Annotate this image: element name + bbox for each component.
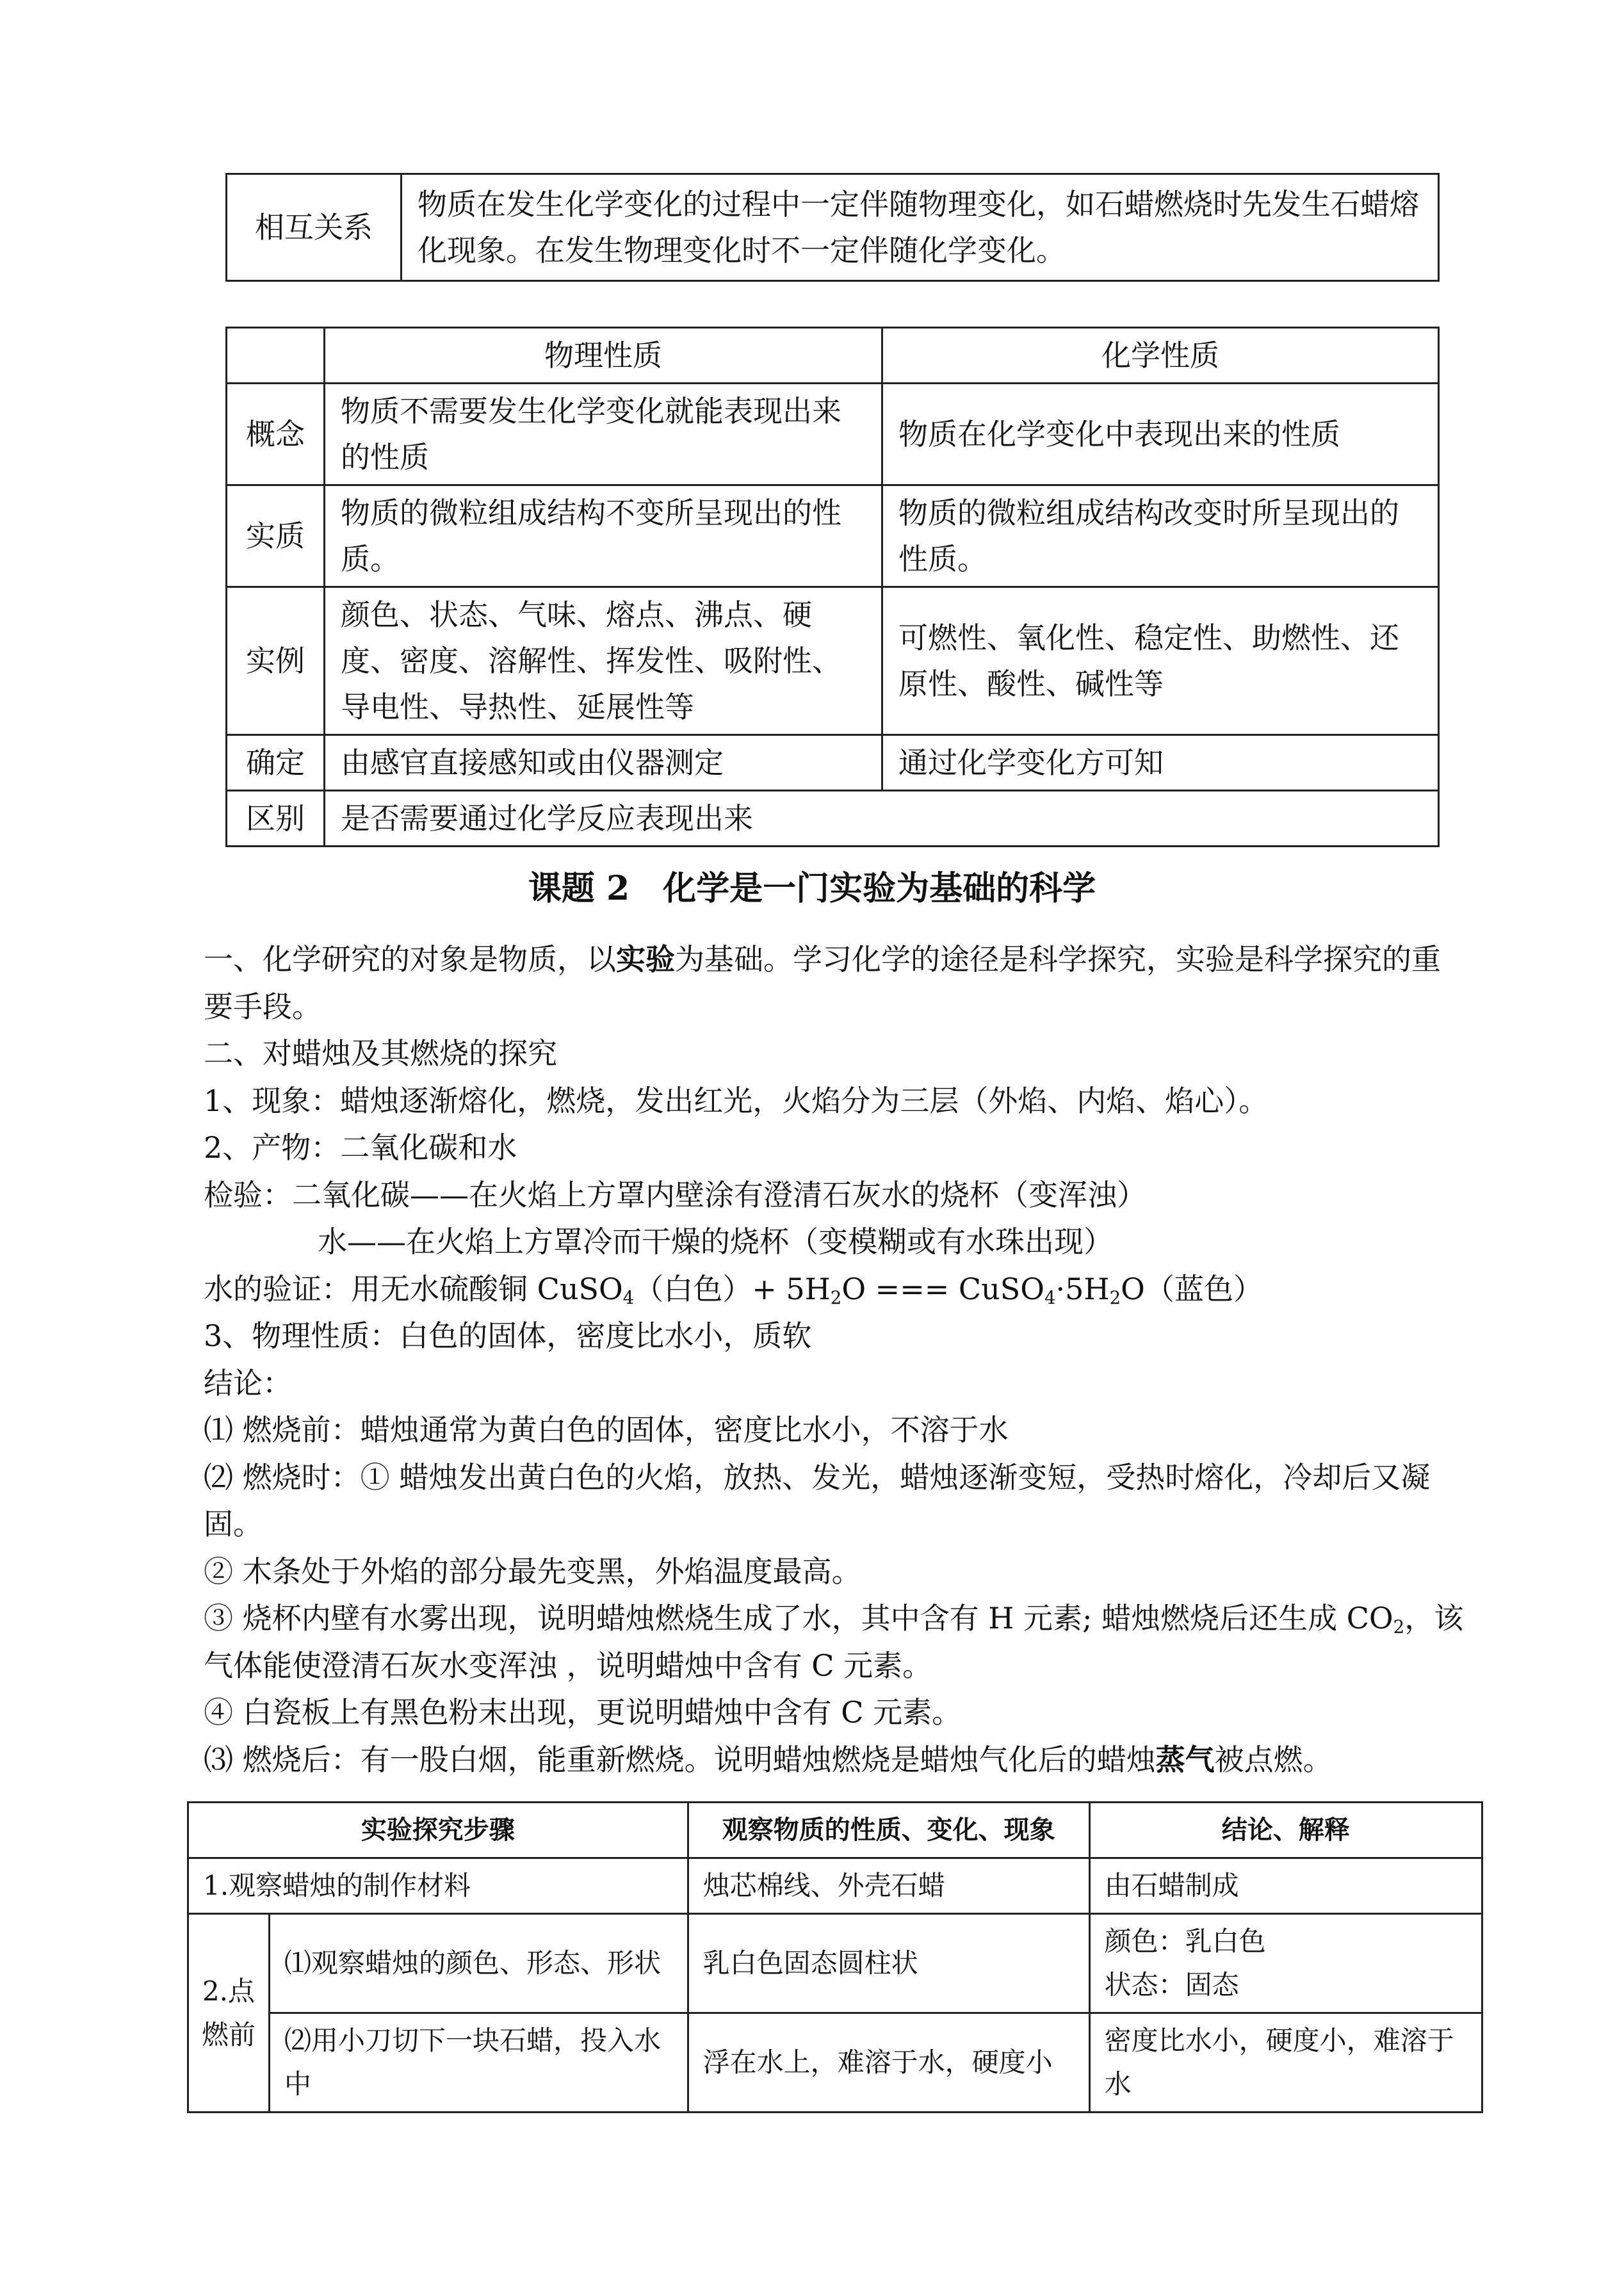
paragraph: 1、现象：蜡烛逐渐熔化，燃烧，发出红光，火焰分为三层（外焰、内焰、焰心）。 [204,1083,1269,1118]
table-row [227,384,1439,485]
text: O（蓝色） [1121,1271,1263,1306]
subscript: 2 [1393,1616,1405,1637]
table-header-row [227,328,1439,384]
conclusion-cell: 密度比水小，硬度小，难溶于水 [1089,2013,1482,2113]
chemical-cell: 可燃性、氧化性、稳定性、助燃性、还原性、酸性、碱性等 [882,587,1439,735]
paragraph: ⑵ 燃烧时：① 蜡烛发出黄白色的火焰，放热、发光，蜡烛逐渐变短，受热时熔化，冷却后又凝固。 [204,1459,1431,1541]
conclusion-cell: 由石蜡制成 [1089,1858,1482,1914]
bold-text: 蒸气 [1155,1742,1215,1777]
relation-label: 相互关系 [227,174,402,281]
diff-label: 区别 [227,791,325,847]
relation-table [225,173,1440,282]
text: ，该气体能使澄清石灰水变浑浊 ，说明蜡烛中含有 C 元素。 [204,1601,1464,1683]
table-row [227,485,1439,587]
text: 一、化学研究的对象是物质，以 [204,942,616,977]
body-text [204,936,1465,1783]
paragraph: 结论： [204,1365,292,1400]
row-label: 实质 [227,485,325,587]
group-label: 2.点燃前 [188,1914,270,2113]
paragraph: 3、物理性质：白色的固体，密度比水小，质软 [204,1318,812,1353]
formula-paragraph [204,1266,1465,1313]
row-label: 实例 [227,587,325,735]
paragraph [204,936,1465,1030]
diff-text: 是否需要通过化学反应表现出来 [325,791,1439,847]
paragraph: ⑴ 燃烧前：蜡烛通常为黄白色的固体，密度比水小，不溶于水 [204,1413,1009,1447]
paragraph: ② 木条处于外焰的部分最先变黑，外焰温度最高。 [204,1553,861,1589]
paragraph [204,1595,1465,1689]
chemical-cell: 通过化学变化方可知 [882,735,1439,791]
physical-cell: 物质的微粒组成结构不变所呈现出的性质。 [325,485,882,587]
conclusion-line: 状态：固态 [1104,1969,1239,2000]
chemical-cell: 物质的微粒组成结构改变时所呈现出的性质。 [882,485,1439,587]
text: ③ 烧杯内壁有水雾出现，说明蜡烛燃烧生成了水，其中含有 H 元素; 蜡烛燃烧后还生成 CO [204,1601,1393,1635]
header-observe: 观察物质的性质、变化、现象 [688,1803,1089,1858]
observe-cell: 乳白色固态圆柱状 [688,1914,1089,2013]
table-row [227,791,1439,847]
header-chemical: 化学性质 [882,328,1439,384]
header-conclusion: 结论、解释 [1089,1803,1482,1858]
observe-cell: 烛芯棉线、外壳石蜡 [688,1858,1089,1914]
header-blank [227,328,325,384]
text: 为基础。学习化学的途径是科学探究，实验是科学探究的重要手段。 [204,942,1441,1024]
table-row [227,587,1439,735]
paragraph: 2、产物：二氧化碳和水 [204,1130,517,1165]
text: ⑶ 燃烧后：有一股白烟，能重新燃烧。说明蜡烛燃烧是蜡烛气化后的蜡烛 [204,1742,1156,1777]
header-step: 实验探究步骤 [188,1803,688,1858]
paragraph: 水——在火焰上方罩冷而干燥的烧杯（变模糊或有水珠出现） [318,1224,1113,1259]
conclusion-line: 颜色：乳白色 [1104,1926,1266,1957]
subscript: 4 [1044,1286,1056,1308]
physical-cell: 由感官直接感知或由仪器测定 [325,735,882,791]
chemical-cell: 物质在化学变化中表现出来的性质 [882,384,1439,485]
step-cell: 1.观察蜡烛的制作材料 [188,1858,688,1914]
text: （白色）+ 5H [634,1271,831,1306]
text: 被点燃。 [1214,1742,1333,1777]
physical-cell: 颜色、状态、气味、熔点、沸点、硬度、密度、溶解性、挥发性、吸附性、导电性、导热性、延展性等 [325,587,882,735]
experiment-table [187,1801,1483,2113]
paragraph: 检验：二氧化碳——在火焰上方罩内壁涂有澄清石灰水的烧杯（变浑浊） [204,1177,1146,1212]
property-table [225,327,1440,847]
bold-text: 实验 [616,942,675,977]
paragraph: ④ 白瓷板上有黑色粉末出现，更说明蜡烛中含有 C 元素。 [204,1695,962,1730]
subscript: 2 [830,1286,842,1308]
table-row [227,735,1439,791]
subscript: 2 [1109,1286,1121,1308]
text: 水的验证：用无水硫酸铜 CuSO [204,1271,623,1306]
row-label: 概念 [227,384,325,485]
text: O === CuSO [841,1271,1044,1306]
physical-cell: 物质不需要发生化学变化就能表现出来的性质 [325,384,882,485]
section-title: 课题 2 化学是一门实验为基础的科学 [528,869,1096,908]
header-physical: 物理性质 [325,328,882,384]
table-row [227,174,1439,281]
observe-cell: 浮在水上，难溶于水，硬度小 [688,2013,1089,2113]
row-label: 确定 [227,735,325,791]
table-row [188,2013,1482,2113]
conclusion-cell [1089,1914,1482,2013]
subscript: 4 [622,1286,635,1308]
table-row [188,1914,1482,2013]
paragraph [204,1737,1465,1784]
paragraph: 二、对蜡烛及其燃烧的探究 [204,1036,557,1071]
relation-text: 物质在发生化学变化的过程中一定伴随物理变化，如石蜡燃烧时先发生石蜡熔化现象。在发生物理变化时不一定伴随化学变化。 [402,174,1439,281]
table-row [188,1858,1482,1914]
text: ·5H [1055,1271,1110,1306]
step-cell: ⑵用小刀切下一块石蜡，投入水中 [270,2013,688,2113]
step-cell: ⑴观察蜡烛的颜色、形态、形状 [270,1914,688,2013]
table-header-row [188,1803,1482,1858]
